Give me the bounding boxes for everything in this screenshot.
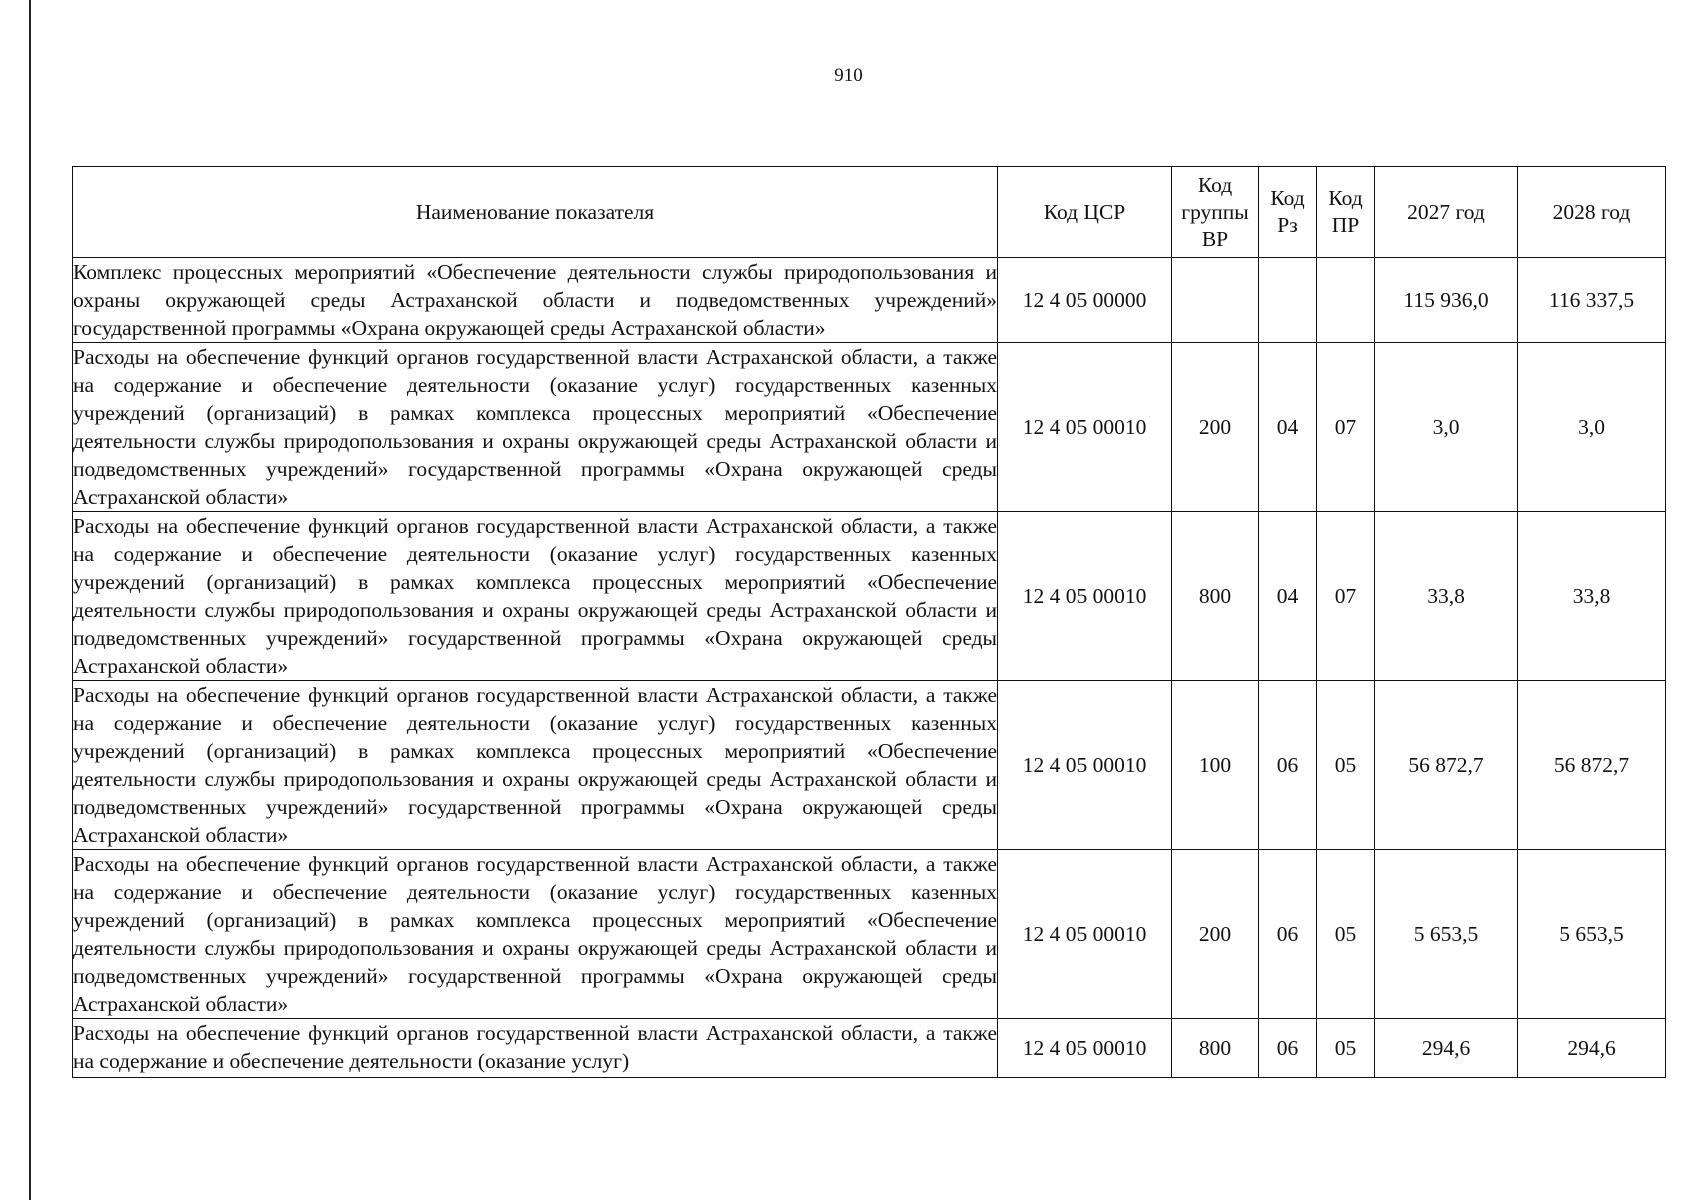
- row-pr-code: 05: [1317, 850, 1375, 1019]
- row-vr-code: 800: [1172, 1019, 1259, 1078]
- header-csr-code: Код ЦСР: [998, 167, 1172, 258]
- row-vr-code: 200: [1172, 343, 1259, 512]
- row-pr-code: 05: [1317, 681, 1375, 850]
- row-pr-code: [1317, 258, 1375, 343]
- row-vr-code: [1172, 258, 1259, 343]
- row-value-2028: 116 337,5: [1518, 258, 1666, 343]
- header-name: Наименование показателя: [73, 167, 998, 258]
- row-value-2028: 3,0: [1518, 343, 1666, 512]
- table-row: [73, 681, 1666, 850]
- row-value-2027: 33,8: [1375, 512, 1518, 681]
- row-value-2027: 5 653,5: [1375, 850, 1518, 1019]
- row-name-text: Расходы на обеспечение функций органов государственной власти Астраханской области, а также на содержание и обеспечение деятельности (оказание услуг): [73, 1021, 997, 1073]
- row-value-2028: 33,8: [1518, 512, 1666, 681]
- row-value-2028: 294,6: [1518, 1019, 1666, 1078]
- row-value-2028: 56 872,7: [1518, 681, 1666, 850]
- row-value-2027: 294,6: [1375, 1019, 1518, 1078]
- row-csr-code: 12 4 05 00010: [998, 850, 1172, 1019]
- budget-table: [72, 166, 1666, 1078]
- row-csr-code: 12 4 05 00000: [998, 258, 1172, 343]
- row-name: Расходы на обеспечение функций органов государственной власти Астраханской области, а также на содержание и обеспечение деятельности (оказание услуг) государственных казенных учреждений (организаций) в рамках комплекса процессных мероприятий «Обеспечение деятельности службы природопользования и охраны окружающей среды Астраханской области и подведомственных учреждений» государственной программы «Охрана окружающей среды Астраханской области»: [73, 850, 998, 1019]
- table-header-row: [73, 167, 1666, 258]
- row-name: Расходы на обеспечение функций органов государственной власти Астраханской области, а также на содержание и обеспечение деятельности (оказание услуг) государственных казенных учреждений (организаций) в рамках комплекса процессных мероприятий «Обеспечение деятельности службы природопользования и охраны окружающей среды Астраханской области и подведомственных учреждений» государственной программы «Охрана окружающей среды Астраханской области»: [73, 512, 998, 681]
- header-pr-code: Код ПР: [1317, 167, 1375, 258]
- row-value-2028: 5 653,5: [1518, 850, 1666, 1019]
- row-rz-code: 04: [1259, 512, 1317, 681]
- row-rz-code: 04: [1259, 343, 1317, 512]
- table-row: [73, 1019, 1666, 1078]
- row-pr-code: 07: [1317, 343, 1375, 512]
- header-rz-code: Код Рз: [1259, 167, 1317, 258]
- row-pr-code: 07: [1317, 512, 1375, 681]
- row-csr-code: 12 4 05 00010: [998, 343, 1172, 512]
- row-value-2027: 56 872,7: [1375, 681, 1518, 850]
- binding-margin-line: [29, 0, 31, 1200]
- row-pr-code: 05: [1317, 1019, 1375, 1078]
- page-number: 910: [834, 65, 863, 86]
- table-row: [73, 343, 1666, 512]
- row-rz-code: [1259, 258, 1317, 343]
- header-year-2028: 2028 год: [1518, 167, 1666, 258]
- row-rz-code: 06: [1259, 681, 1317, 850]
- row-rz-code: 06: [1259, 850, 1317, 1019]
- row-name: Комплекс процессных мероприятий «Обеспечение деятельности службы природопользования и охраны окружающей среды Астраханской области и подведомственных учреждений» государственной программы «Охрана окружающей среды Астраханской области»: [73, 258, 998, 343]
- row-csr-code: 12 4 05 00010: [998, 681, 1172, 850]
- row-csr-code: 12 4 05 00010: [998, 512, 1172, 681]
- table-row: [73, 258, 1666, 343]
- row-vr-code: 800: [1172, 512, 1259, 681]
- row-vr-code: 100: [1172, 681, 1259, 850]
- table-row: [73, 850, 1666, 1019]
- row-rz-code: 06: [1259, 1019, 1317, 1078]
- row-name: Расходы на обеспечение функций органов государственной власти Астраханской области, а также на содержание и обеспечение деятельности (оказание услуг) государственных казенных учреждений (организаций) в рамках комплекса процессных мероприятий «Обеспечение деятельности службы природопользования и охраны окружающей среды Астраханской области и подведомственных учреждений» государственной программы «Охрана окружающей среды Астраханской области»: [73, 343, 998, 512]
- row-name: Расходы на обеспечение функций органов государственной власти Астраханской области, а также на содержание и обеспечение деятельности (оказание услуг) государственных казенных учреждений (организаций) в рамках комплекса процессных мероприятий «Обеспечение деятельности службы природопользования и охраны окружающей среды Астраханской области и подведомственных учреждений» государственной программы «Охрана окружающей среды Астраханской области»: [73, 681, 998, 850]
- row-value-2027: 115 936,0: [1375, 258, 1518, 343]
- row-vr-code: 200: [1172, 850, 1259, 1019]
- header-year-2027: 2027 год: [1375, 167, 1518, 258]
- row-value-2027: 3,0: [1375, 343, 1518, 512]
- row-csr-code: 12 4 05 00010: [998, 1019, 1172, 1078]
- header-vr-code: Код группы ВР: [1172, 167, 1259, 258]
- table-row: [73, 512, 1666, 681]
- row-name: [73, 1019, 998, 1078]
